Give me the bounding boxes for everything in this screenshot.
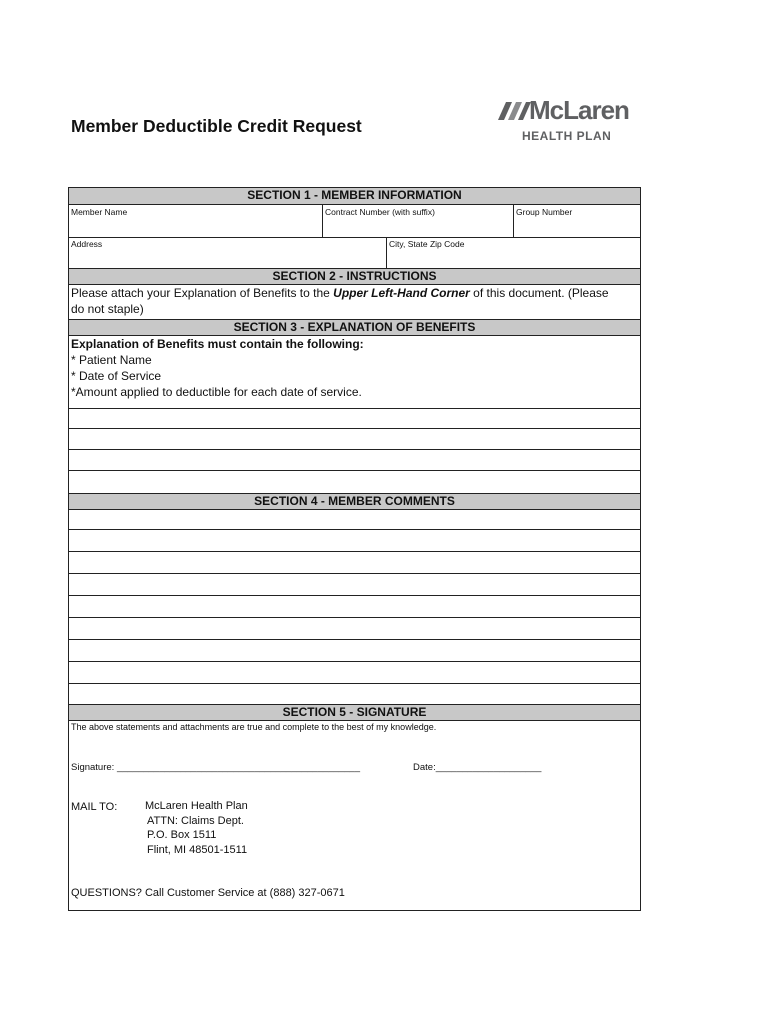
mail-line: McLaren Health Plan (145, 800, 248, 812)
contract-number-label: Contract Number (with suffix) (325, 207, 435, 217)
comment-line[interactable] (69, 532, 640, 552)
eob-intro: Explanation of Benefits must contain the following: (71, 337, 364, 351)
comment-line[interactable] (69, 554, 640, 574)
eob-line[interactable] (69, 430, 640, 450)
request-form (68, 187, 641, 911)
instructions-line2: do not staple) (71, 302, 144, 316)
comment-line[interactable] (69, 510, 640, 530)
section4-heading: SECTION 4 - MEMBER COMMENTS (69, 493, 640, 510)
page-title: Member Deductible Credit Request (71, 116, 362, 136)
logo-wordmark: McLaren (529, 95, 629, 125)
mail-address (145, 799, 248, 857)
comment-line[interactable] (69, 686, 640, 706)
comment-line[interactable] (69, 620, 640, 640)
logo-subtitle: HEALTH PLAN (522, 129, 612, 143)
mail-line: ATTN: Claims Dept. (147, 814, 244, 827)
section1-heading: SECTION 1 - MEMBER INFORMATION (69, 188, 640, 205)
section3-heading: SECTION 3 - EXPLANATION OF BENEFITS (69, 319, 640, 336)
comment-line[interactable] (69, 576, 640, 596)
comment-line[interactable] (69, 642, 640, 662)
questions-line: QUESTIONS? Call Customer Service at (888) 327-0671 (71, 887, 345, 899)
mail-line: P.O. Box 1511 (147, 829, 217, 841)
address-label: Address (71, 239, 103, 249)
member-name-label: Member Name (71, 207, 128, 217)
mail-line: Flint, MI 48501-1511 (147, 843, 248, 856)
comment-line[interactable] (69, 664, 640, 684)
mclaren-logo (496, 95, 646, 145)
city-state-zip-label: City, State Zip Code (389, 239, 465, 249)
signature-field[interactable]: Signature: ______________________________________________ (71, 762, 360, 773)
eob-item: *Amount applied to deductible for each date of service. (71, 385, 362, 399)
mclaren-mark-icon (496, 98, 532, 124)
section5-heading: SECTION 5 - SIGNATURE (69, 704, 640, 721)
group-number-label: Group Number (516, 207, 573, 217)
eob-item: * Date of Service (71, 369, 162, 383)
mail-to-label: MAIL TO: (71, 801, 118, 813)
date-field[interactable]: Date:____________________ (413, 762, 542, 773)
comment-line[interactable] (69, 598, 640, 618)
eob-line[interactable] (69, 472, 640, 492)
instructions-line1: Please attach your Explanation of Benefits to the Upper Left-Hand Corner of this document. (Please (71, 286, 609, 300)
section2-heading: SECTION 2 - INSTRUCTIONS (69, 268, 640, 285)
eob-line[interactable] (69, 451, 640, 471)
eob-item: * Patient Name (71, 353, 152, 367)
attestation-statement: The above statements and attachments are true and complete to the best of my knowledge. (71, 722, 437, 732)
eob-line[interactable] (69, 409, 640, 429)
